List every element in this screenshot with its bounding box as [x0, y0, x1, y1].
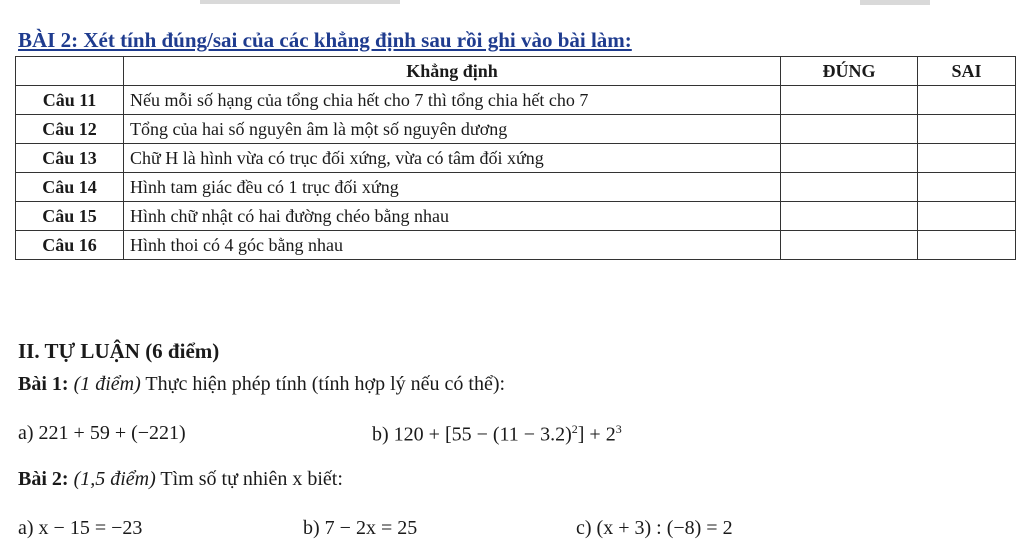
- section-title: II. TỰ LUẬN (6 điểm): [18, 339, 220, 363]
- header-true: ĐÚNG: [781, 57, 918, 86]
- question-number: Câu 16: [16, 231, 124, 260]
- false-cell[interactable]: [918, 86, 1016, 115]
- exercise-2-points: (1,5 điểm): [73, 468, 156, 490]
- exercise-1b: [372, 422, 622, 447]
- table-row: [16, 144, 1016, 173]
- exercise-2-label: Bài 2:: [18, 468, 69, 490]
- statement-text: Hình chữ nhật có hai đường chéo bằng nhau: [124, 202, 781, 231]
- exercise-1b-exponent1: 2: [571, 422, 578, 436]
- exercise-1-points: (1 điểm): [73, 373, 141, 395]
- exercise-1-prompt: [18, 373, 505, 396]
- question-number: Câu 14: [16, 173, 124, 202]
- question-number: Câu 11: [16, 86, 124, 115]
- true-cell[interactable]: [781, 144, 918, 173]
- true-cell[interactable]: [781, 115, 918, 144]
- true-false-table: [15, 56, 1016, 260]
- table-row: [16, 202, 1016, 231]
- table-row: [16, 115, 1016, 144]
- exercise-2-prompt: [18, 468, 343, 491]
- false-cell[interactable]: [918, 144, 1016, 173]
- header-statement: Khẳng định: [124, 57, 781, 86]
- statement-text: Nếu mỗi số hạng của tổng chia hết cho 7 thì tổng chia hết cho 7: [124, 86, 781, 115]
- false-cell[interactable]: [918, 115, 1016, 144]
- statement-text: Hình tam giác đều có 1 trục đối xứng: [124, 173, 781, 202]
- question-number: Câu 15: [16, 202, 124, 231]
- true-cell[interactable]: [781, 231, 918, 260]
- scan-artifact: [200, 0, 400, 4]
- exercise-1b-part2: ] + 2: [577, 423, 616, 446]
- exercise-1-label: Bài 1:: [18, 373, 69, 395]
- exercise-2c: c) (x + 3) : (−8) = 2: [576, 517, 733, 539]
- exercise-1-text: Thực hiện phép tính (tính hợp lý nếu có thể):: [145, 373, 506, 395]
- table-row: [16, 86, 1016, 115]
- true-cell[interactable]: [781, 173, 918, 202]
- scan-artifact: [860, 0, 930, 5]
- exercise-1a: a) 221 + 59 + (−221): [18, 422, 186, 444]
- false-cell[interactable]: [918, 231, 1016, 260]
- statement-text: Tổng của hai số nguyên âm là một số nguyên dương: [124, 115, 781, 144]
- statement-text: Hình thoi có 4 góc bằng nhau: [124, 231, 781, 260]
- statement-text: Chữ H là hình vừa có trục đối xứng, vừa có tâm đối xứng: [124, 144, 781, 173]
- exercise-2-text: Tìm số tự nhiên x biết:: [160, 468, 343, 490]
- header-question: [16, 57, 124, 86]
- false-cell[interactable]: [918, 173, 1016, 202]
- true-cell[interactable]: [781, 202, 918, 231]
- exercise-1b-exponent2: 3: [615, 422, 622, 436]
- false-cell[interactable]: [918, 202, 1016, 231]
- exercise-2b: b) 7 − 2x = 25: [303, 517, 418, 539]
- question-number: Câu 12: [16, 115, 124, 144]
- exercise-1b-part1: b) 120 + [55 − (11 − 3.2): [372, 423, 572, 446]
- true-cell[interactable]: [781, 86, 918, 115]
- table-row: [16, 231, 1016, 260]
- header-false: SAI: [918, 57, 1016, 86]
- table-row: [16, 173, 1016, 202]
- exercise-2a: a) x − 15 = −23: [18, 517, 143, 539]
- question-number: Câu 13: [16, 144, 124, 173]
- exercise-heading: BÀI 2: Xét tính đúng/sai của các khẳng định sau rồi ghi vào bài làm:: [18, 28, 632, 52]
- table-header-row: [16, 57, 1016, 86]
